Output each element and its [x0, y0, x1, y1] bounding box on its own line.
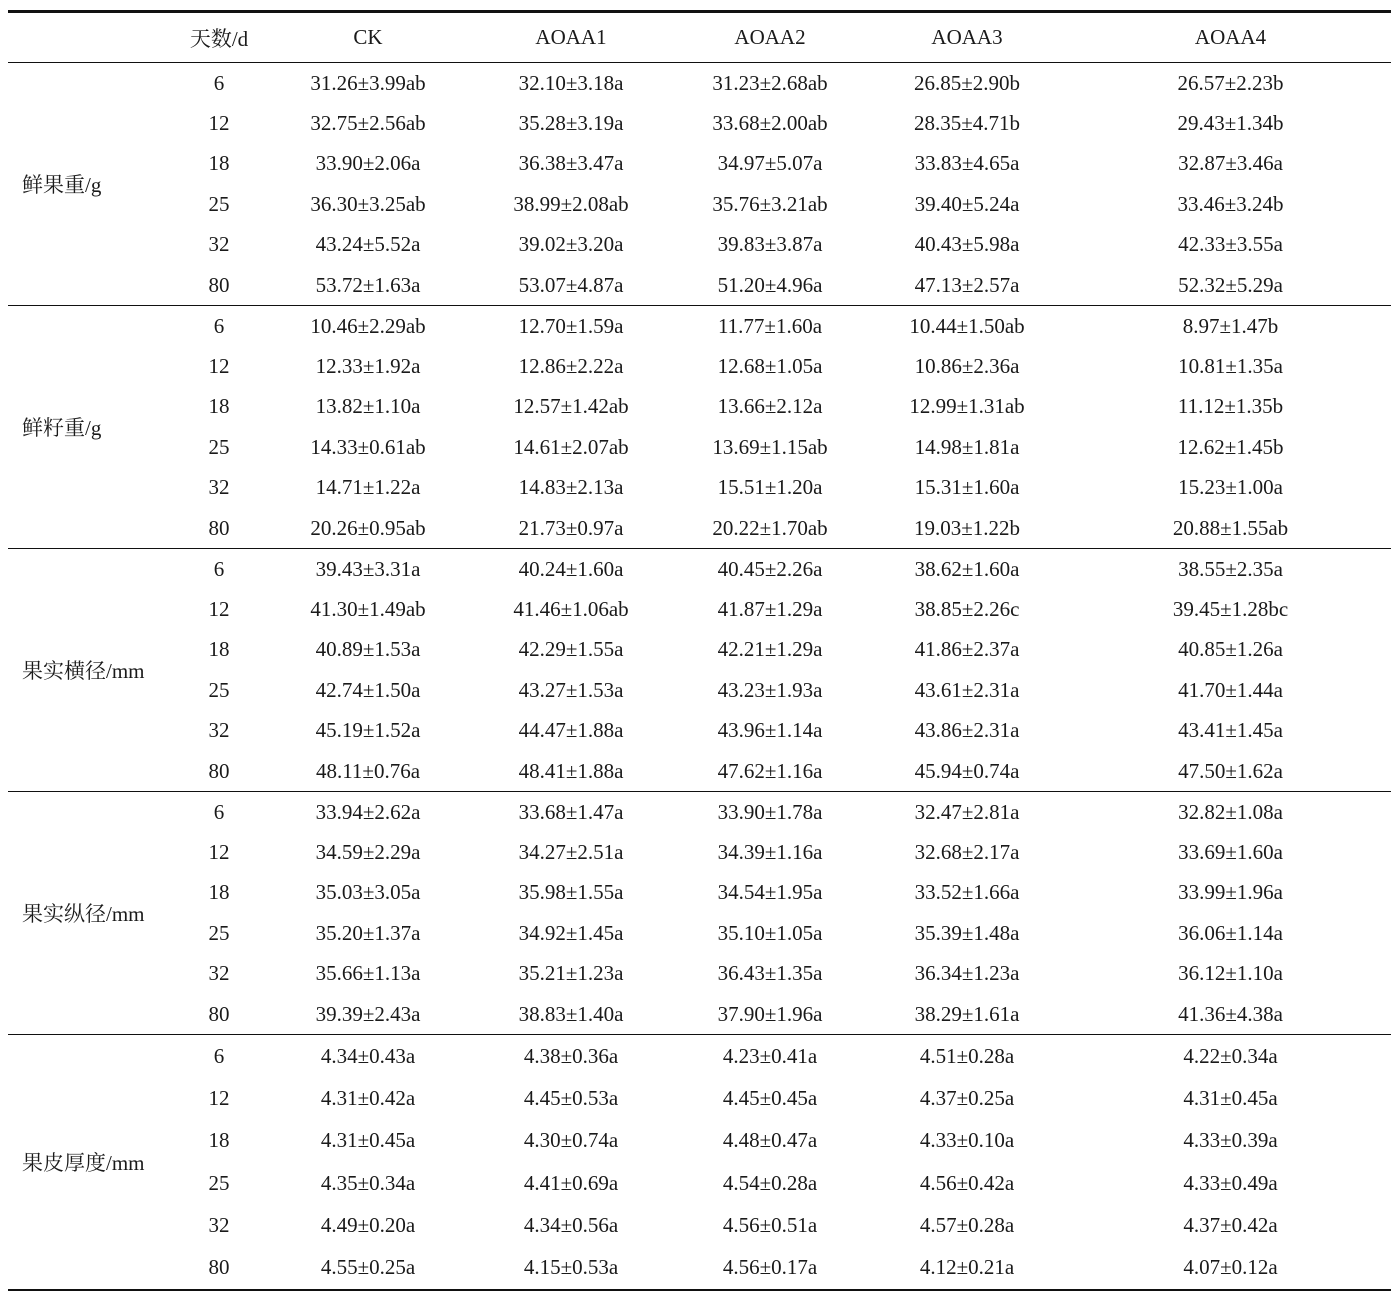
- table-group-fruit-transverse-diameter: [8, 549, 1391, 792]
- value-cell: 21.73±0.97a: [518, 515, 624, 540]
- value-cell: 12.62±1.45b: [1177, 434, 1284, 459]
- table-row: [8, 1077, 1391, 1120]
- table-row: [8, 225, 1391, 266]
- value-cell: 47.13±2.57a: [914, 272, 1020, 297]
- value-cell: 4.45±0.53a: [523, 1085, 619, 1110]
- value-cell: 48.41±1.88a: [518, 758, 624, 783]
- value-cell: 39.43±3.31a: [315, 556, 421, 581]
- day-cell: 25: [208, 191, 230, 216]
- value-cell: 14.61±2.07ab: [513, 434, 629, 459]
- value-cell: 4.22±0.34a: [1183, 1043, 1278, 1068]
- table-row: [8, 468, 1391, 509]
- value-cell: 4.34±0.56a: [523, 1213, 619, 1238]
- day-cell: 80: [208, 758, 230, 783]
- value-cell: 15.31±1.60a: [914, 475, 1020, 500]
- value-cell: 4.37±0.25a: [919, 1085, 1015, 1110]
- value-cell: 12.68±1.05a: [717, 353, 823, 378]
- group-label: 果实横径/mm: [22, 659, 145, 683]
- day-cell: 25: [208, 920, 230, 945]
- value-cell: 40.24±1.60a: [518, 556, 624, 581]
- table-row: [8, 508, 1391, 549]
- value-cell: 4.12±0.21a: [919, 1255, 1015, 1280]
- day-cell: 32: [208, 475, 230, 500]
- day-cell: 6: [213, 799, 225, 824]
- value-cell: 38.62±1.60a: [914, 556, 1020, 581]
- value-cell: 33.69±1.60a: [1178, 839, 1283, 864]
- table-header-row: [8, 12, 1391, 63]
- value-cell: 32.87±3.46a: [1178, 151, 1283, 176]
- table-group-peel-thickness: [8, 1035, 1391, 1290]
- value-cell: 43.61±2.31a: [914, 677, 1020, 702]
- value-cell: 44.47±1.88a: [518, 718, 624, 743]
- value-cell: 20.88±1.55ab: [1172, 515, 1289, 540]
- table-row: [8, 387, 1391, 428]
- header-cell-day: 天数/d: [189, 26, 249, 51]
- value-cell: 41.87±1.29a: [717, 596, 823, 621]
- day-cell: 18: [208, 1128, 230, 1153]
- value-cell: 4.30±0.74a: [523, 1128, 619, 1153]
- day-cell: 25: [208, 434, 230, 459]
- value-cell: 4.07±0.12a: [1183, 1255, 1278, 1280]
- value-cell: 31.26±3.99ab: [310, 70, 426, 95]
- table-row: [8, 346, 1391, 387]
- value-cell: 14.33±0.61ab: [310, 434, 426, 459]
- value-cell: 10.86±2.36a: [914, 353, 1020, 378]
- value-cell: 4.33±0.39a: [1183, 1128, 1278, 1153]
- header-cell-ck: CK: [353, 25, 383, 49]
- value-cell: 36.30±3.25ab: [310, 191, 426, 216]
- day-cell: 18: [208, 880, 230, 905]
- value-cell: 43.86±2.31a: [914, 718, 1020, 743]
- header-cell-aoaa4: AOAA4: [1194, 25, 1267, 49]
- value-cell: 19.03±1.22b: [913, 515, 1021, 540]
- value-cell: 41.30±1.49ab: [310, 596, 426, 621]
- value-cell: 29.43±1.34b: [1177, 110, 1284, 135]
- value-cell: 34.97±5.07a: [717, 151, 823, 176]
- value-cell: 39.40±5.24a: [914, 191, 1020, 216]
- table-row: [8, 913, 1391, 954]
- value-cell: 4.15±0.53a: [523, 1255, 619, 1280]
- value-cell: 34.39±1.16a: [717, 839, 823, 864]
- table-row: [8, 1205, 1391, 1248]
- value-cell: 33.90±1.78a: [717, 799, 823, 824]
- day-cell: 32: [208, 718, 230, 743]
- value-cell: 36.12±1.10a: [1178, 961, 1283, 986]
- value-cell: 4.31±0.42a: [320, 1085, 416, 1110]
- value-cell: 38.29±1.61a: [914, 1001, 1020, 1026]
- value-cell: 43.24±5.52a: [315, 232, 421, 257]
- value-cell: 20.22±1.70ab: [712, 515, 828, 540]
- value-cell: 4.54±0.28a: [722, 1170, 818, 1195]
- value-cell: 42.74±1.50a: [315, 677, 421, 702]
- value-cell: 13.66±2.12a: [717, 394, 823, 419]
- value-cell: 12.70±1.59a: [518, 313, 624, 338]
- value-cell: 12.99±1.31ab: [909, 394, 1025, 419]
- value-cell: 43.41±1.45a: [1178, 718, 1283, 743]
- value-cell: 33.99±1.96a: [1178, 880, 1283, 905]
- value-cell: 13.82±1.10a: [315, 394, 421, 419]
- table-row: [8, 1035, 1391, 1078]
- value-cell: 8.97±1.47b: [1182, 313, 1279, 338]
- day-cell: 12: [208, 1085, 230, 1110]
- day-cell: 6: [213, 556, 225, 581]
- day-cell: 25: [208, 677, 230, 702]
- table-row: [8, 1247, 1391, 1290]
- value-cell: 35.20±1.37a: [315, 920, 421, 945]
- value-cell: 53.72±1.63a: [315, 272, 421, 297]
- value-cell: 40.45±2.26a: [717, 556, 823, 581]
- day-cell: 80: [208, 515, 230, 540]
- table-row: [8, 103, 1391, 144]
- value-cell: 33.90±2.06a: [315, 151, 421, 176]
- value-cell: 4.57±0.28a: [919, 1213, 1015, 1238]
- value-cell: 33.94±2.62a: [315, 799, 421, 824]
- day-cell: 32: [208, 961, 230, 986]
- table-row: [8, 873, 1391, 914]
- table-row: [8, 954, 1391, 995]
- table-row: [8, 427, 1391, 468]
- value-cell: 40.89±1.53a: [315, 637, 421, 662]
- value-cell: 4.56±0.51a: [722, 1213, 818, 1238]
- value-cell: 34.59±2.29a: [315, 839, 421, 864]
- header-cell-aoaa1: AOAA1: [535, 25, 607, 49]
- value-cell: 35.10±1.05a: [717, 920, 823, 945]
- table-row: [8, 832, 1391, 873]
- value-cell: 45.94±0.74a: [914, 758, 1020, 783]
- value-cell: 39.02±3.20a: [518, 232, 624, 257]
- value-cell: 12.57±1.42ab: [513, 394, 629, 419]
- value-cell: 4.45±0.45a: [722, 1085, 818, 1110]
- value-cell: 39.83±3.87a: [717, 232, 823, 257]
- value-cell: 40.43±5.98a: [914, 232, 1020, 257]
- day-cell: 6: [213, 313, 225, 338]
- table-row: [8, 306, 1391, 347]
- fruit-growth-table: [8, 10, 1391, 1291]
- table-row: [8, 589, 1391, 630]
- table-row: [8, 144, 1391, 185]
- value-cell: 48.11±0.76a: [315, 758, 421, 783]
- value-cell: 35.76±3.21ab: [712, 191, 828, 216]
- value-cell: 4.55±0.25a: [320, 1255, 416, 1280]
- day-cell: 12: [208, 596, 230, 621]
- value-cell: 11.77±1.60a: [717, 313, 823, 338]
- value-cell: 4.49±0.20a: [320, 1213, 416, 1238]
- value-cell: 33.83±4.65a: [914, 151, 1020, 176]
- day-cell: 32: [208, 1213, 230, 1238]
- value-cell: 4.37±0.42a: [1183, 1213, 1278, 1238]
- value-cell: 14.71±1.22a: [315, 475, 421, 500]
- value-cell: 36.43±1.35a: [717, 961, 823, 986]
- day-cell: 25: [208, 1170, 230, 1195]
- day-cell: 6: [213, 1043, 225, 1068]
- day-cell: 80: [208, 1001, 230, 1026]
- table-row: [8, 184, 1391, 225]
- group-label: 果实纵径/mm: [22, 902, 145, 926]
- value-cell: 35.98±1.55a: [518, 880, 624, 905]
- value-cell: 41.70±1.44a: [1178, 677, 1283, 702]
- value-cell: 39.45±1.28bc: [1172, 596, 1289, 621]
- value-cell: 4.48±0.47a: [722, 1128, 818, 1153]
- data-table-container: [8, 10, 1391, 1291]
- value-cell: 47.62±1.16a: [717, 758, 823, 783]
- value-cell: 4.23±0.41a: [722, 1043, 818, 1068]
- value-cell: 32.75±2.56ab: [310, 110, 426, 135]
- header-cell-aoaa3: AOAA3: [931, 25, 1003, 49]
- value-cell: 35.39±1.48a: [914, 920, 1020, 945]
- value-cell: 38.55±2.35a: [1178, 556, 1283, 581]
- value-cell: 34.92±1.45a: [518, 920, 624, 945]
- group-label: 鲜籽重/g: [22, 416, 102, 440]
- value-cell: 32.10±3.18a: [518, 70, 624, 95]
- day-cell: 6: [213, 70, 225, 95]
- value-cell: 26.57±2.23b: [1177, 70, 1284, 95]
- value-cell: 12.86±2.22a: [518, 353, 624, 378]
- value-cell: 13.69±1.15ab: [712, 434, 828, 459]
- value-cell: 10.81±1.35a: [1178, 353, 1283, 378]
- value-cell: 43.23±1.93a: [717, 677, 823, 702]
- value-cell: 28.35±4.71b: [913, 110, 1021, 135]
- day-cell: 12: [208, 110, 230, 135]
- value-cell: 32.68±2.17a: [914, 839, 1020, 864]
- value-cell: 26.85±2.90b: [913, 70, 1021, 95]
- value-cell: 51.20±4.96a: [717, 272, 823, 297]
- value-cell: 4.33±0.49a: [1183, 1170, 1278, 1195]
- value-cell: 38.99±2.08ab: [513, 191, 629, 216]
- value-cell: 4.56±0.17a: [722, 1255, 818, 1280]
- table-row: [8, 670, 1391, 711]
- table-row: [8, 1162, 1391, 1205]
- value-cell: 43.27±1.53a: [518, 677, 624, 702]
- value-cell: 4.33±0.10a: [919, 1128, 1015, 1153]
- value-cell: 15.51±1.20a: [717, 475, 823, 500]
- value-cell: 34.27±2.51a: [518, 839, 624, 864]
- day-cell: 12: [208, 353, 230, 378]
- table-group-fresh-fruit-weight: [8, 63, 1391, 306]
- value-cell: 35.28±3.19a: [518, 110, 624, 135]
- table-row: [8, 751, 1391, 792]
- group-label: 鲜果重/g: [22, 173, 102, 197]
- value-cell: 20.26±0.95ab: [310, 515, 426, 540]
- table-row: [8, 549, 1391, 590]
- table-row: [8, 630, 1391, 671]
- value-cell: 35.03±3.05a: [315, 880, 421, 905]
- value-cell: 4.31±0.45a: [320, 1128, 416, 1153]
- value-cell: 42.29±1.55a: [518, 637, 624, 662]
- value-cell: 10.46±2.29ab: [310, 313, 426, 338]
- value-cell: 32.47±2.81a: [914, 799, 1020, 824]
- value-cell: 41.36±4.38a: [1178, 1001, 1283, 1026]
- value-cell: 36.38±3.47a: [518, 151, 624, 176]
- value-cell: 33.68±2.00ab: [712, 110, 828, 135]
- value-cell: 37.90±1.96a: [717, 1001, 823, 1026]
- value-cell: 42.33±3.55a: [1178, 232, 1283, 257]
- day-cell: 80: [208, 1255, 230, 1280]
- day-cell: 18: [208, 394, 230, 419]
- value-cell: 36.34±1.23a: [914, 961, 1020, 986]
- value-cell: 43.96±1.14a: [717, 718, 823, 743]
- header-cell-aoaa2: AOAA2: [734, 25, 806, 49]
- value-cell: 15.23±1.00a: [1178, 475, 1283, 500]
- value-cell: 4.51±0.28a: [919, 1043, 1015, 1068]
- value-cell: 31.23±2.68ab: [712, 70, 828, 95]
- value-cell: 4.34±0.43a: [320, 1043, 416, 1068]
- day-cell: 12: [208, 839, 230, 864]
- value-cell: 4.41±0.69a: [523, 1170, 619, 1195]
- value-cell: 33.46±3.24b: [1177, 191, 1284, 216]
- value-cell: 35.21±1.23a: [518, 961, 624, 986]
- value-cell: 4.31±0.45a: [1183, 1085, 1278, 1110]
- table-row: [8, 994, 1391, 1035]
- value-cell: 42.21±1.29a: [717, 637, 823, 662]
- value-cell: 4.35±0.34a: [320, 1170, 416, 1195]
- value-cell: 12.33±1.92a: [315, 353, 421, 378]
- value-cell: 4.56±0.42a: [919, 1170, 1015, 1195]
- value-cell: 45.19±1.52a: [315, 718, 421, 743]
- value-cell: 33.68±1.47a: [518, 799, 624, 824]
- value-cell: 52.32±5.29a: [1178, 272, 1283, 297]
- value-cell: 36.06±1.14a: [1178, 920, 1283, 945]
- value-cell: 33.52±1.66a: [914, 880, 1020, 905]
- value-cell: 47.50±1.62a: [1178, 758, 1283, 783]
- day-cell: 18: [208, 637, 230, 662]
- value-cell: 4.38±0.36a: [523, 1043, 619, 1068]
- value-cell: 38.85±2.26c: [914, 596, 1020, 621]
- table-row: [8, 63, 1391, 104]
- value-cell: 38.83±1.40a: [518, 1001, 624, 1026]
- table-row: [8, 711, 1391, 752]
- table-row: [8, 792, 1391, 833]
- value-cell: 41.86±2.37a: [914, 637, 1020, 662]
- value-cell: 11.12±1.35b: [1177, 394, 1284, 419]
- day-cell: 18: [208, 151, 230, 176]
- table-group-fresh-seed-weight: [8, 306, 1391, 549]
- value-cell: 14.83±2.13a: [518, 475, 624, 500]
- value-cell: 10.44±1.50ab: [909, 313, 1025, 338]
- table-row: [8, 265, 1391, 306]
- value-cell: 39.39±2.43a: [315, 1001, 421, 1026]
- value-cell: 41.46±1.06ab: [513, 596, 629, 621]
- table-group-fruit-longitudinal-diameter: [8, 792, 1391, 1035]
- value-cell: 53.07±4.87a: [518, 272, 624, 297]
- header-cell-metric: [8, 12, 168, 63]
- day-cell: 80: [208, 272, 230, 297]
- value-cell: 32.82±1.08a: [1178, 799, 1283, 824]
- table-row: [8, 1120, 1391, 1163]
- value-cell: 34.54±1.95a: [717, 880, 823, 905]
- day-cell: 32: [208, 232, 230, 257]
- value-cell: 40.85±1.26a: [1178, 637, 1283, 662]
- value-cell: 35.66±1.13a: [315, 961, 421, 986]
- group-label: 果皮厚度/mm: [22, 1150, 145, 1175]
- value-cell: 14.98±1.81a: [914, 434, 1020, 459]
